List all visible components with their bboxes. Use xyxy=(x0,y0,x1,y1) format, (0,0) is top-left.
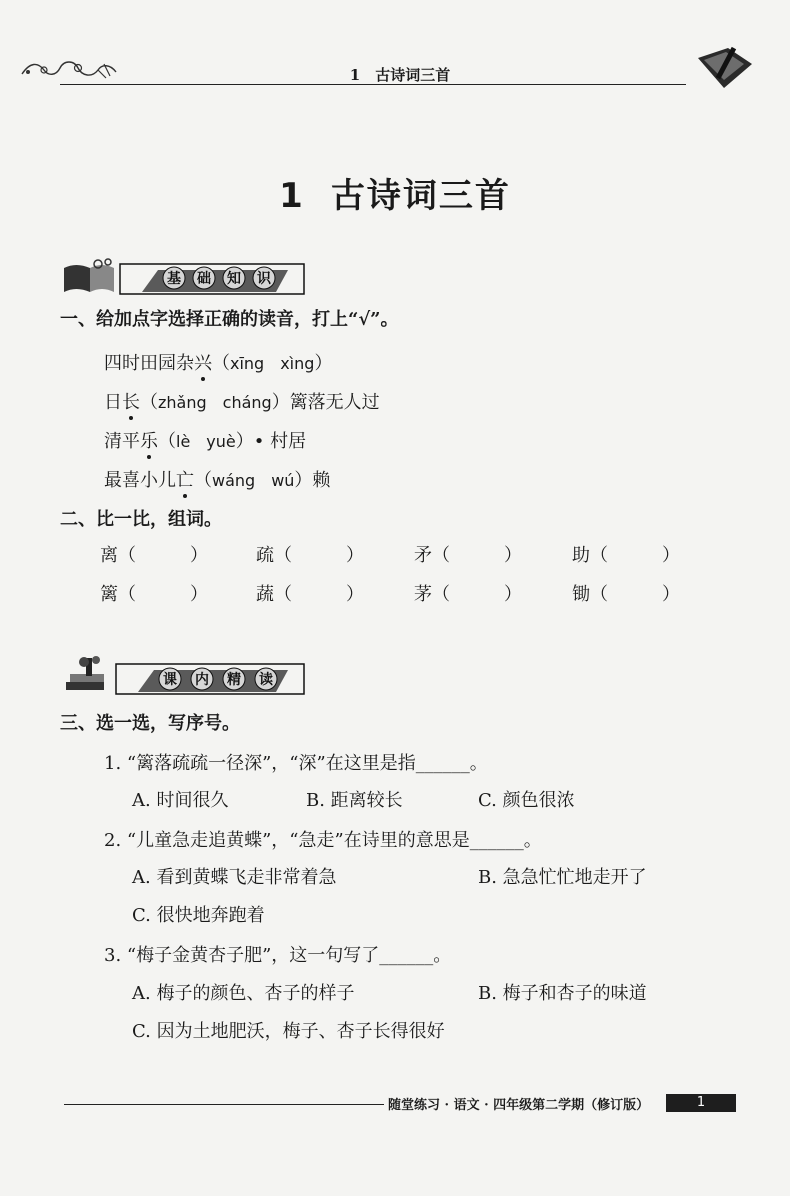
header-rule xyxy=(60,84,686,85)
open-book-icon xyxy=(64,259,114,292)
dotted-char: 兴 xyxy=(194,349,212,375)
q3-stem: 1. “篱落疏疏一径深”，“深”在这里是指______。 xyxy=(104,753,488,774)
option[interactable]: B. 距离较长 xyxy=(306,790,403,811)
word-blank[interactable]: 锄（ ） xyxy=(572,584,680,605)
word-blank[interactable]: 离（ ） xyxy=(100,545,208,566)
pinyin-choices: xīng xìng xyxy=(230,354,315,373)
dotted-char: 亡 xyxy=(176,466,194,492)
word-blank[interactable]: 疏（ ） xyxy=(256,545,364,566)
option[interactable]: A. 看到黄蝶飞走非常着急 xyxy=(132,867,337,888)
option[interactable]: B. 梅子和杏子的味道 xyxy=(478,983,647,1004)
option[interactable]: A. 梅子的颜色、杏子的样子 xyxy=(132,983,355,1004)
option[interactable]: B. 急急忙忙地走开了 xyxy=(478,867,647,888)
q2-heading: 二、比一比，组词。 xyxy=(60,509,222,530)
q1-line: 四时田园杂兴（xīng xìng） xyxy=(104,349,332,375)
q3-stem: 2. “儿童急走追黄蝶”，“急走”在诗里的意思是______。 xyxy=(104,830,542,851)
pinyin-choices: zhǎng cháng xyxy=(158,393,272,412)
chapter-number: 1 xyxy=(279,176,305,216)
footer-rule xyxy=(64,1104,384,1105)
option[interactable]: C. 很快地奔跑着 xyxy=(132,905,265,926)
pinyin-choices: wáng wú xyxy=(212,471,295,490)
q1-line: 最喜小儿亡（wáng wú）赖 xyxy=(104,466,330,492)
word-blank[interactable]: 矛（ ） xyxy=(414,545,522,566)
word-blank[interactable]: 茅（ ） xyxy=(414,584,522,605)
option[interactable]: C. 因为土地肥沃，梅子、杏子长得很好 xyxy=(132,1021,445,1042)
q1-line: 清平乐（lè yuè）• 村居 xyxy=(104,427,306,453)
word-blank[interactable]: 篱（ ） xyxy=(100,584,208,605)
section-banner-basic xyxy=(62,256,312,298)
basic-tag-char: 基 xyxy=(167,271,181,287)
q1-heading: 一、给加点字选择正确的读音，打上“√”。 xyxy=(60,309,399,330)
pinyin-choices: lè yuè xyxy=(176,432,236,451)
bleed-through-text xyxy=(470,225,578,251)
dotted-char: 乐 xyxy=(140,427,158,453)
reading-tag-char: 课 xyxy=(163,672,177,688)
section-banner-reading xyxy=(62,654,312,700)
chapter-title xyxy=(0,168,790,217)
running-title: 1 古诗词三首 xyxy=(349,66,451,84)
reading-tag-char: 精 xyxy=(227,672,241,688)
option[interactable]: C. 颜色很浓 xyxy=(478,790,575,811)
basic-tag-char: 知 xyxy=(227,271,241,287)
vine-ornament-icon xyxy=(20,56,120,84)
book-pen-icon xyxy=(694,42,756,94)
page-number: 1 xyxy=(666,1094,736,1112)
option[interactable]: A. 时间很久 xyxy=(132,790,229,811)
reading-tag-char: 读 xyxy=(259,672,273,688)
q3-stem: 3. “梅子金黄杏子肥”，这一句写了______。 xyxy=(104,945,452,966)
basic-tag-char: 识 xyxy=(257,271,271,287)
books-flower-icon xyxy=(66,656,104,690)
reading-tag-char: 内 xyxy=(195,672,209,688)
dotted-char: 长 xyxy=(122,388,140,414)
word-blank[interactable]: 蔬（ ） xyxy=(256,584,364,605)
basic-tag-char: 础 xyxy=(197,271,211,287)
q3-heading: 三、选一选，写序号。 xyxy=(60,713,240,734)
book-title: 随堂练习 · 语文 · 四年级第二学期（修订版） xyxy=(388,1098,650,1113)
q1-line: 日长（zhǎng cháng）篱落无人过 xyxy=(104,388,380,414)
word-blank[interactable]: 助（ ） xyxy=(572,545,680,566)
chapter-name: 古诗词三首 xyxy=(330,176,511,216)
